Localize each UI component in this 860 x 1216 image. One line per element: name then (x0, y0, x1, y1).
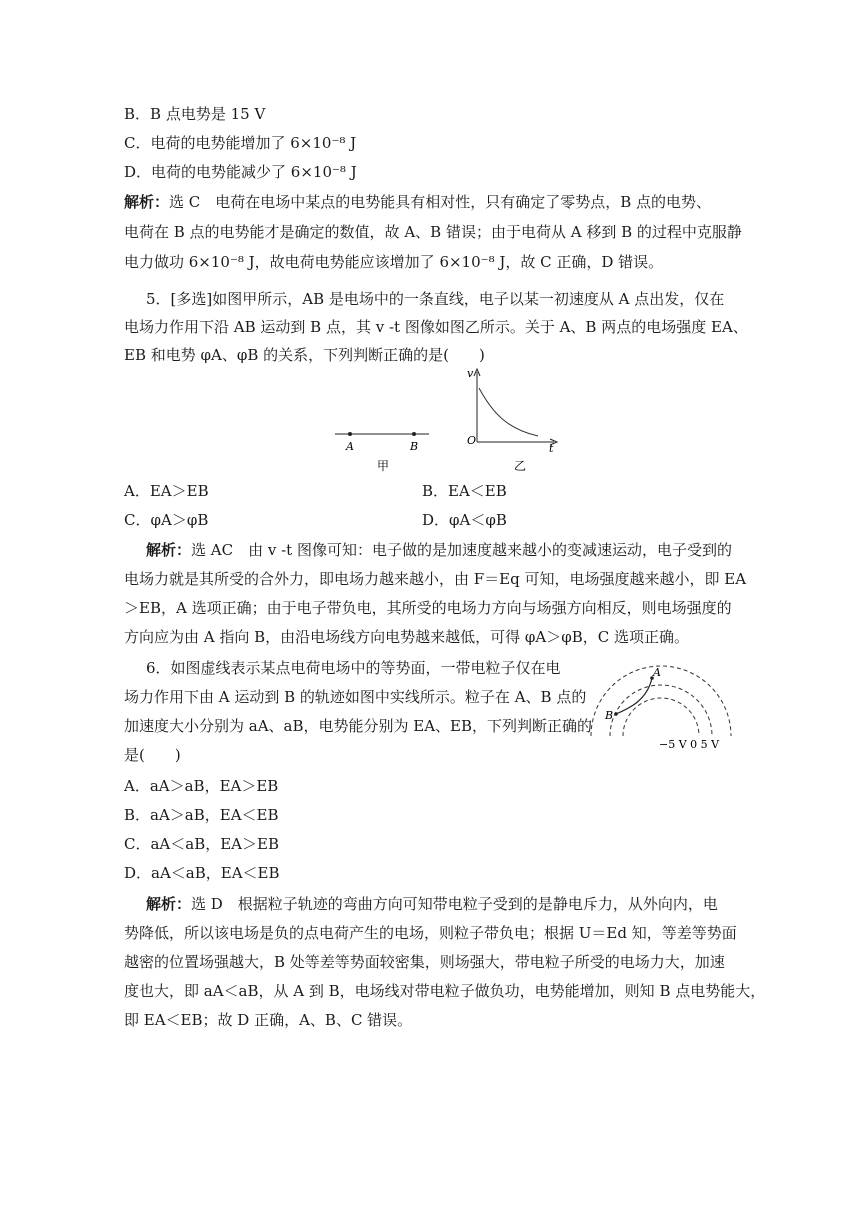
fig-jia-caption: 甲 (377, 459, 390, 473)
fig-point-a: A (653, 666, 661, 679)
analysis-text: 选 C 电荷在电场中某点的电势能具有相对性，只有确定了零势点，B 点的电势、 (169, 193, 712, 211)
fig-yi-origin-label: O (467, 434, 477, 447)
q6-option-b: B．aA＞aB，EA＜EB (124, 806, 279, 824)
q6-stem-line-3: 加速度大小分别为 aA、aB，电势能分别为 EA、EB，下列判断正确的 (124, 717, 593, 735)
analysis-label: 解析： (146, 541, 192, 559)
q5-analysis-line-1 (146, 540, 732, 560)
q5-analysis-line-2: 电场力就是其所受的合外力，即电场力越来越小，由 F＝Eq 可知，电场强度越来越小，即 EA (124, 570, 747, 588)
q4-option-b: B．B 点电势是 15 V (124, 105, 266, 123)
q6-analysis-line-2: 势降低，所以该电场是负的点电荷产生的电场，则粒子带负电；根据 U＝Ed 知，等差等势面 (124, 924, 737, 942)
q5-analysis-line-3: ＞EB，A 选项正确；由于电子带负电，其所受的电场力方向与场强方向相反，则电场强度的 (124, 599, 732, 617)
q4-option-d: D．电荷的电势能减少了 6×10⁻⁸ J (124, 163, 357, 181)
q5-option-a: A．EA＞EB (124, 482, 209, 500)
q5-stem-line-3: EB 和电势 φA、φB 的关系，下列判断正确的是( ) (124, 346, 485, 364)
figure-yi (458, 364, 568, 476)
q6-stem-line-2: 场力作用下由 A 运动到 B 的轨迹如图中实线所示。粒子在 A、B 点的 (124, 688, 587, 706)
q4-analysis-line-1 (124, 192, 711, 212)
q4-analysis-line-3: 电力做功 6×10⁻⁸ J，故电荷电势能应该增加了 6×10⁻⁸ J，故 C 正确，D 错误。 (124, 253, 664, 271)
fig-point-b: B (605, 709, 614, 722)
q5-analysis-line-4: 方向应为由 A 指向 B，由沿电场线方向电势越来越低，可得 φA＞φB，C 选项正确。 (124, 628, 690, 646)
fig-jia-point-a: A (346, 440, 354, 453)
q6-analysis-line-5: 即 EA＜EB；故 D 正确，A、B、C 错误。 (124, 1011, 413, 1029)
q6-analysis-line-3: 越密的位置场强越大，B 处等差等势面较密集，则场强大，带电粒子所受的电场力大，加速 (124, 953, 725, 971)
fig-yi-v-label: v (467, 367, 474, 380)
q5-option-d: D．φA＜φB (422, 511, 507, 529)
analysis-label: 解析： (146, 895, 192, 913)
fig-yi-caption: 乙 (514, 459, 527, 473)
q6-stem-line-1: 6．如图虚线表示某点电荷电场中的等势面，一带电粒子仅在电 (146, 659, 561, 677)
figure-jia (333, 425, 433, 475)
q4-option-c: C．电荷的电势能增加了 6×10⁻⁸ J (124, 134, 357, 152)
fig-potential-scale: −5 V 0 5 V (659, 738, 720, 751)
analysis-label: 解析： (124, 193, 170, 211)
q6-stem-line-4: 是( ) (124, 746, 181, 764)
q5-option-b: B．EA＜EB (422, 482, 507, 500)
q5-option-c: C．φA＞φB (124, 511, 209, 529)
q5-stem-line-1: 5．[多选]如图甲所示，AB 是电场中的一条直线，电子以某一初速度从 A 点出发，仅在 (146, 290, 725, 308)
q6-option-a: A．aA＞aB，EA＞EB (124, 777, 279, 795)
analysis-text: 选 D 根据粒子轨迹的弯曲方向可知带电粒子受到的是静电斥力，从外向内，电 (191, 895, 718, 913)
analysis-text: 选 AC 由 v -t 图像可知：电子做的是加速度越来越小的变减速运动，电子受到的 (191, 541, 732, 559)
q5-stem-line-2: 电场力作用下沿 AB 运动到 B 点，其 v -t 图像如图乙所示。关于 A、B 两点的电场强度 EA、 (124, 318, 748, 336)
q6-analysis-line-1 (146, 894, 718, 914)
q6-analysis-line-4: 度也大，即 aA＜aB，从 A 到 B，电场线对带电粒子做负功，电势能增加，则知 B 点电势能大， (124, 982, 766, 1000)
q6-option-c: C．aA＜aB，EA＞EB (124, 835, 279, 853)
q4-analysis-line-2: 电荷在 B 点的电势能才是确定的数值，故 A、B 错误；由于电荷从 A 移到 B 的过程中克服静 (124, 223, 742, 241)
figure-equipotential (585, 664, 735, 756)
q6-option-d: D．aA＜aB，EA＜EB (124, 864, 280, 882)
fig-jia-point-b: B (410, 440, 419, 453)
fig-yi-t-label: t (549, 442, 554, 455)
